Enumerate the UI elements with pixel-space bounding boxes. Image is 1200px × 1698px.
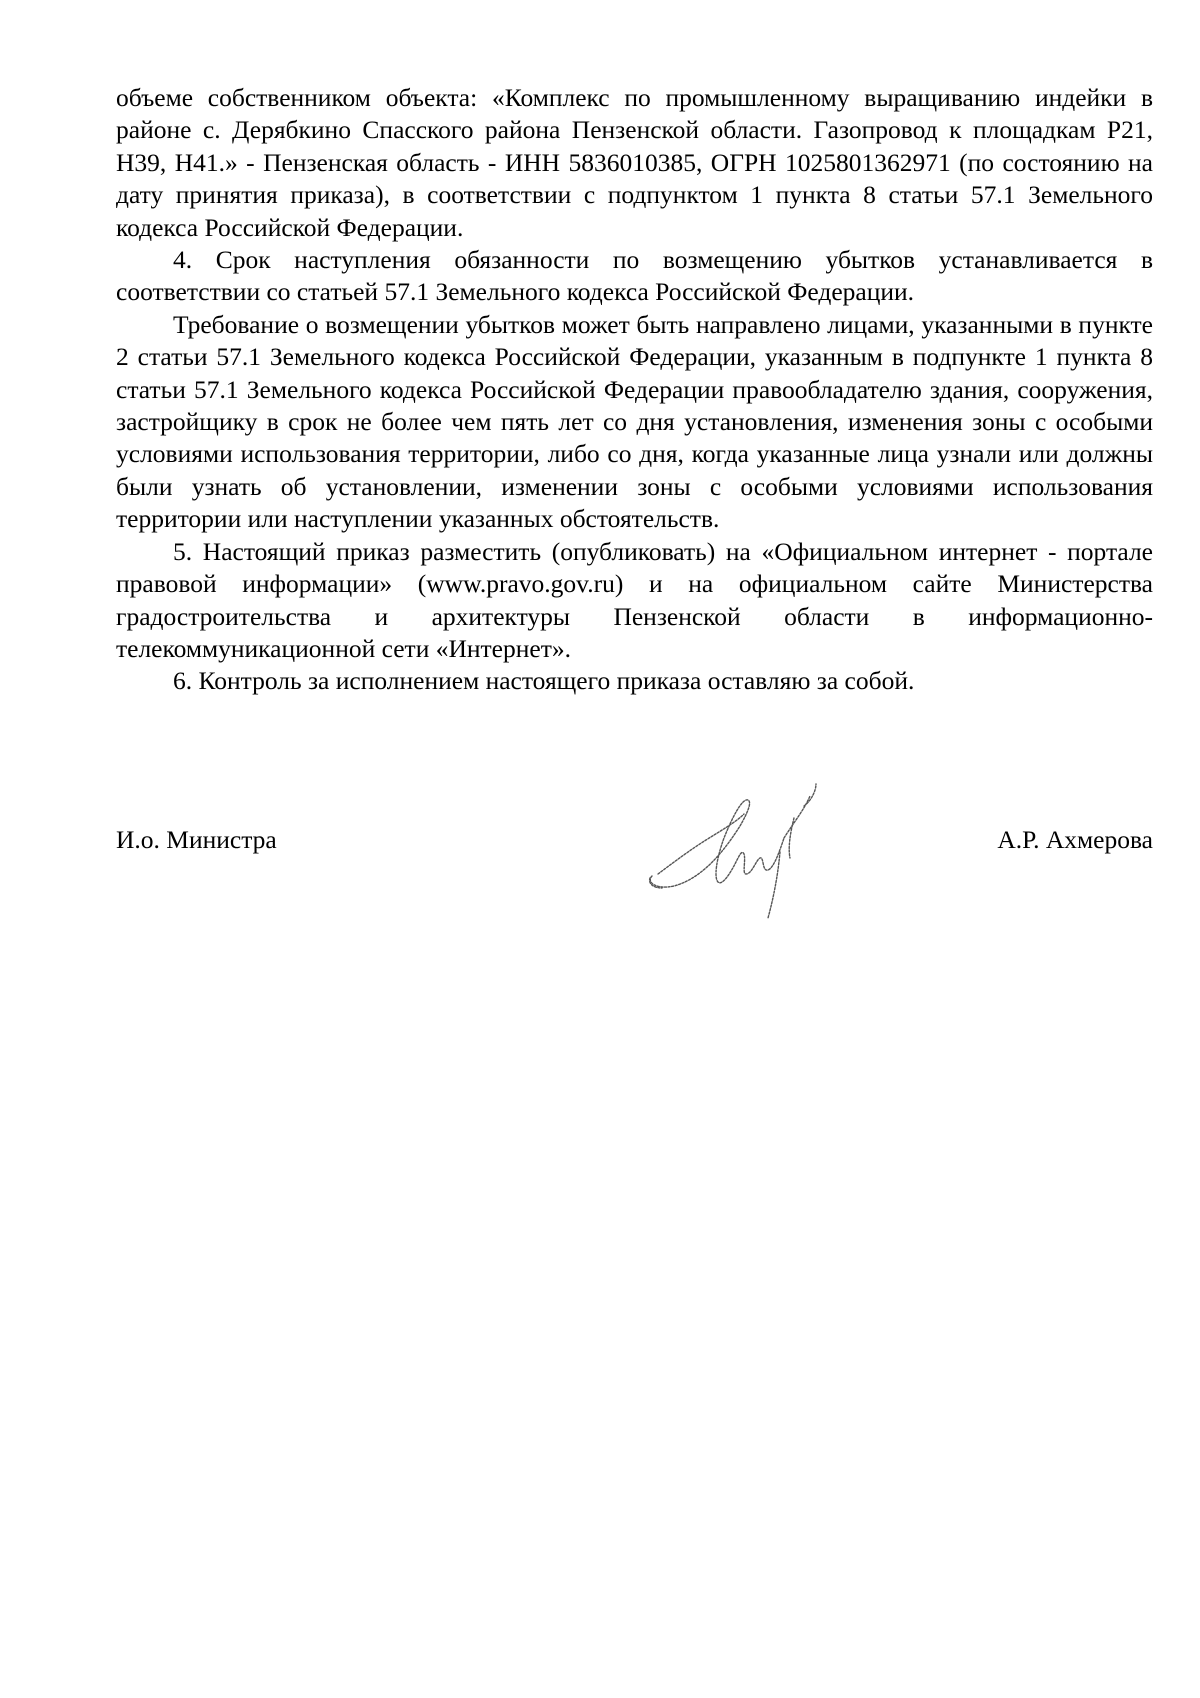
paragraph-continuation: объеме собственником объекта: «Комплекс по промышленному выращиванию индейки в районе с. Дерябкино Спасского района Пензенской области. Газопровод к площадкам Р21, Н39, Н41.» - Пензенская область - ИНН 5836010385, ОГРН 1025801362971 (по состоянию на дату принятия приказа), в соответствии с подпунктом 1 пункта 8 статьи 57.1 Земельного кодекса Российской Федерации. [116, 83, 1153, 242]
paragraph-item-4: 4. Срок наступления обязанности по возмещению убытков устанавливается в соответствии со статьей 57.1 Земельного кодекса Российской Федерации. [116, 245, 1153, 307]
signer-name: А.Р. Ахмерова [997, 825, 1153, 854]
paragraph-item-5: 5. Настоящий приказ разместить (опубликовать) на «Официальном интернет - портале правовой информации» (www.pravo.gov.ru) и на официальном сайте Министерства градостроительства и архитектуры Пензенской области в информационно-телекоммуникационной сети «Интернет». [116, 536, 1153, 663]
signature-block [116, 790, 1153, 940]
signer-position: И.о. Министра [116, 825, 277, 854]
document-body [116, 82, 1153, 698]
paragraph-item-6: 6. Контроль за исполнением настоящего приказа оставляю за собой. [173, 666, 915, 696]
paragraph-damages-claim: Требование о возмещении убытков может быть направлено лицами, указанными в пункте 2 статьи 57.1 Земельного кодекса Российской Федерации, указанным в подпункте 1 пункта 8 статьи 57.1 Земельного кодекса Российской Федерации правообладателю здания, сооружения, застройщику в срок не более чем пять лет со дня установления, изменения зоны с особыми условиями использования территории, либо со дня, когда указанные лица узнали или должны были узнать об установлении, изменении зоны с особыми условиями использования территории или наступлении указанных обстоятельств. [116, 309, 1153, 534]
handwritten-signature-icon [644, 778, 834, 928]
